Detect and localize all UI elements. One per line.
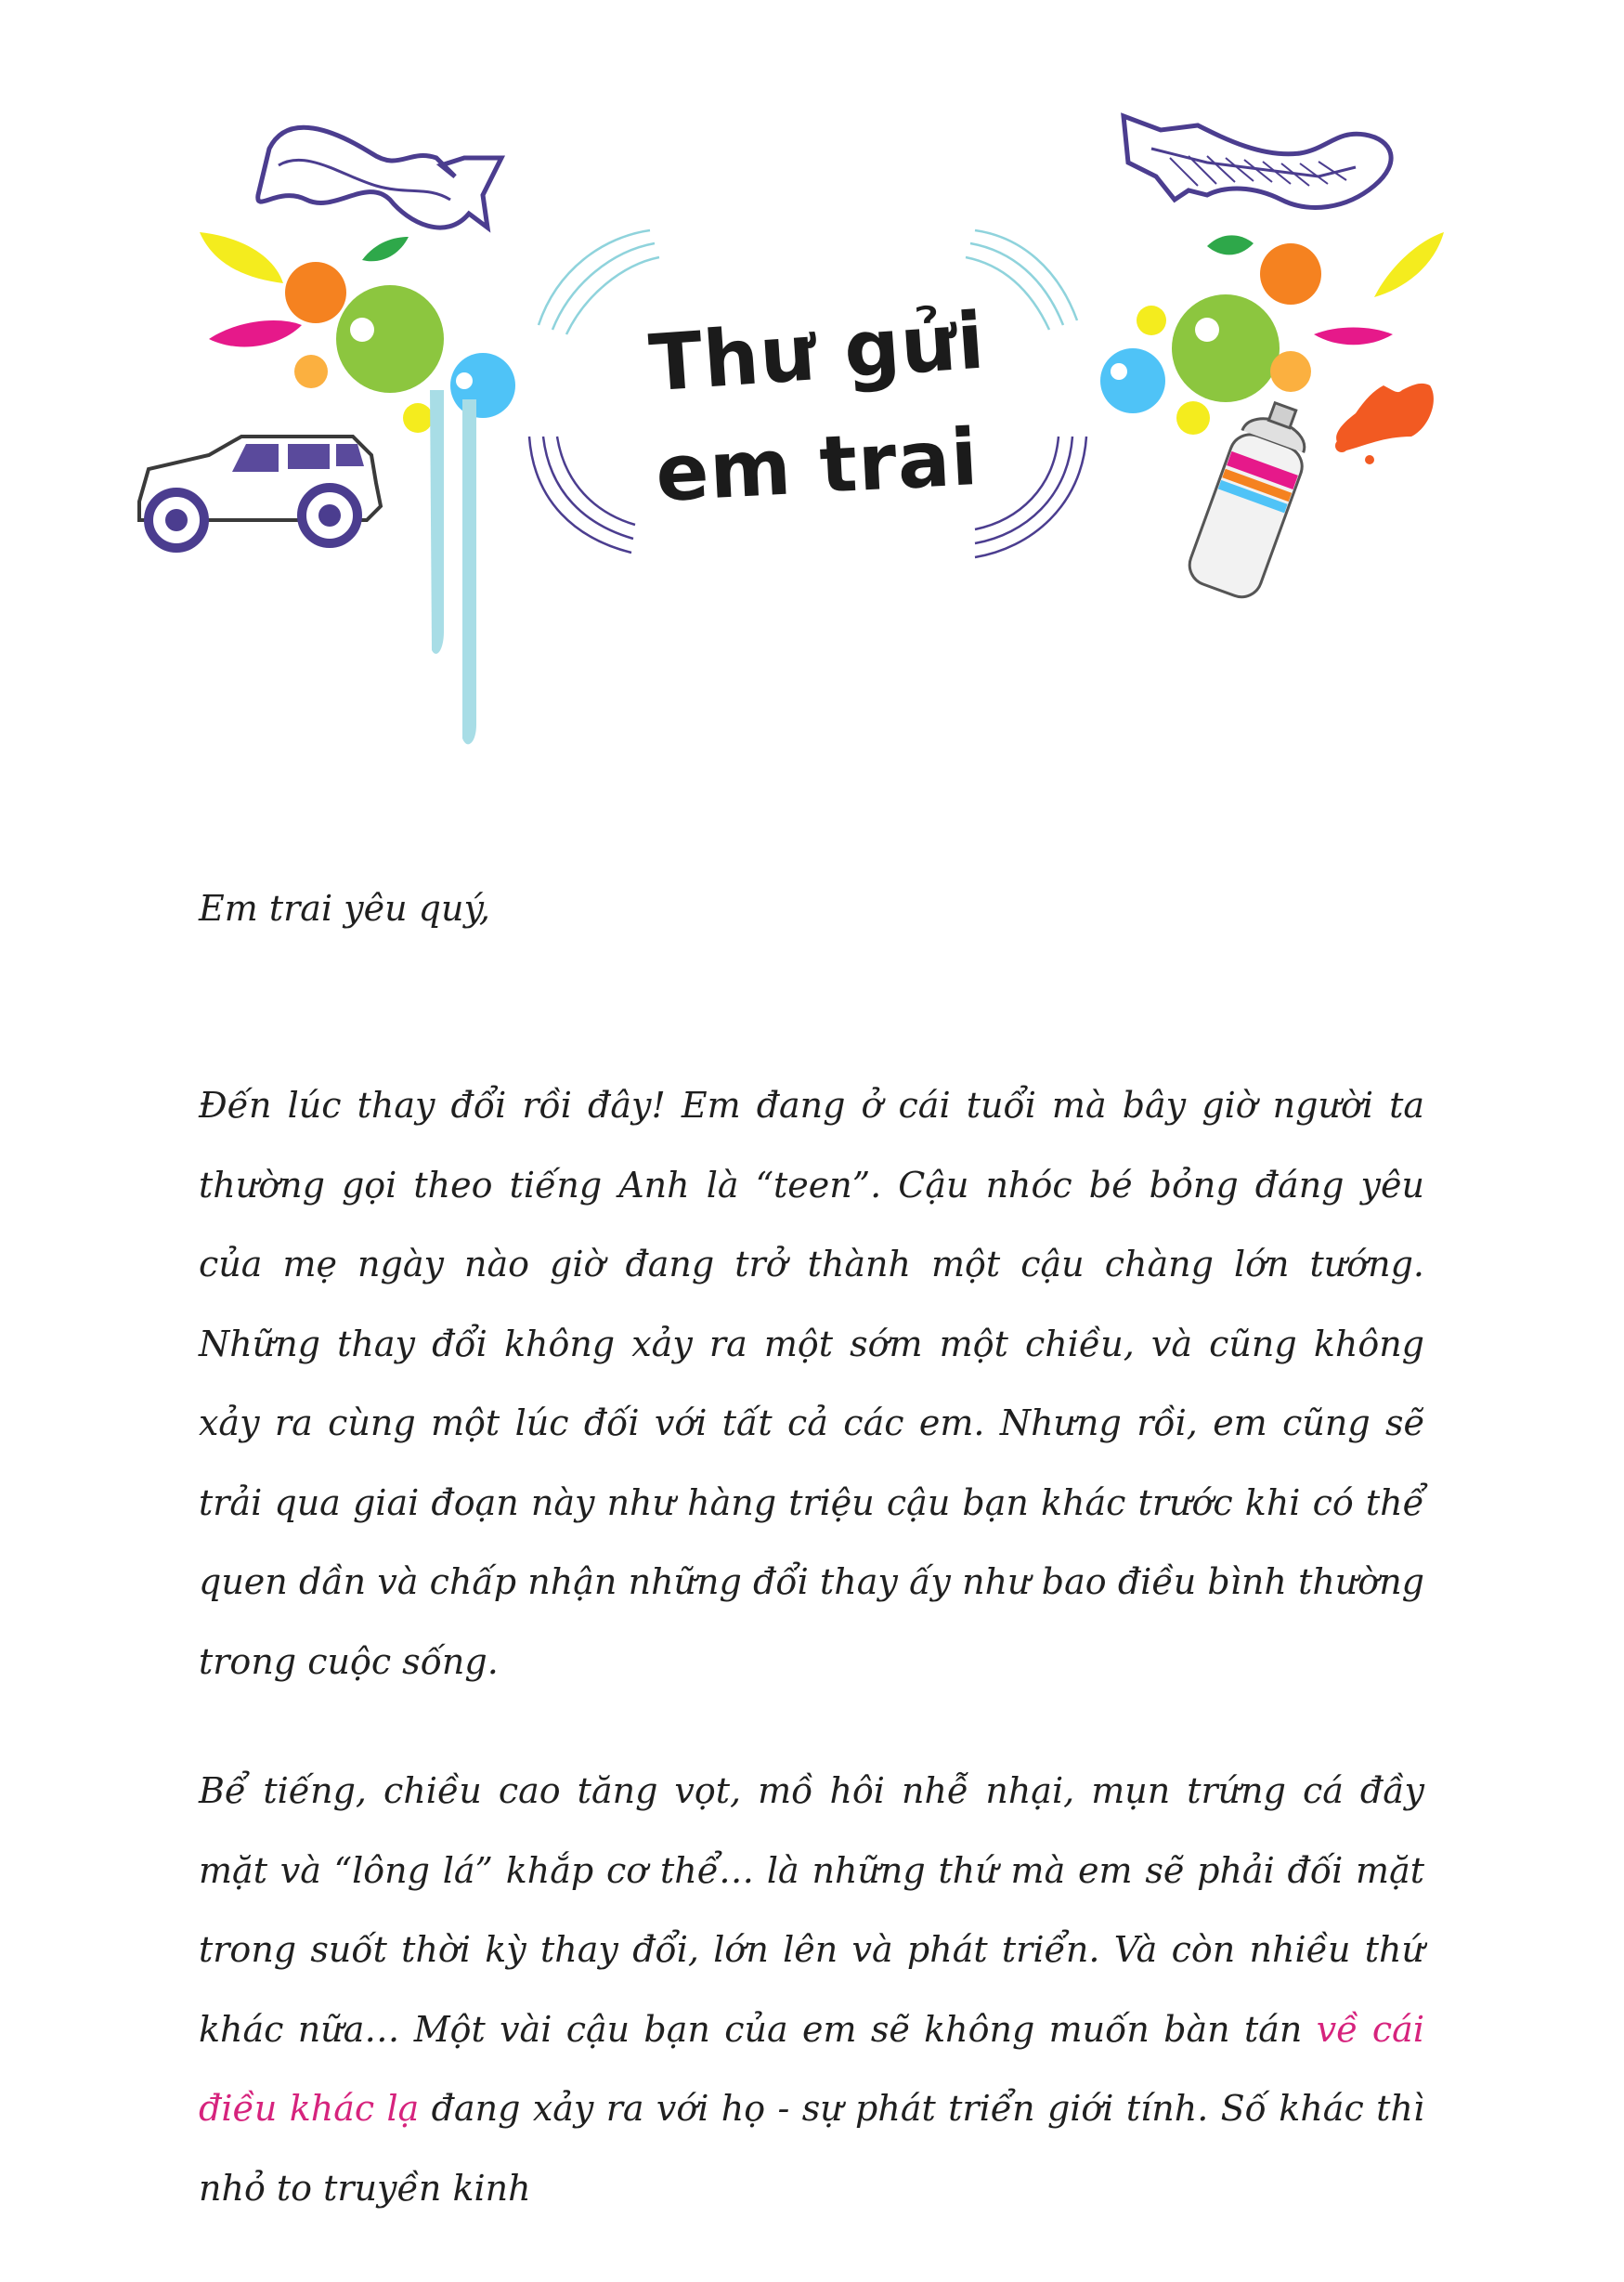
left-scribble-arrow-icon <box>258 127 501 228</box>
salutation: Em trai yêu quý, <box>199 888 490 929</box>
paragraph-1: Đến lúc thay đổi rồi đây! Em đang ở cái tuổi mà bây giờ người ta thường gọi theo tiếng Anh là “teen”. Cậu nhóc bé bỏng đáng yêu của mẹ ngày nào giờ đang trở thành một cậu chàng lớn tướng. Những thay đổi không xảy ra một sớm một chiều, và cũng không xảy ra cùng một lúc đối với tất cả các em. Nhưng rồi, em cũng sẽ trải qua giai đoạn này như hàng triệu cậu bạn khác trước khi có thể quen dần và chấp nhận những đổi thay ấy như bao điều bình thường trong cuộc sống. <box>199 1085 1424 1682</box>
paragraph-2-start: Bể tiếng, chiều cao tăng vọt, mồ hôi nhễ nhại, mụn trứng cá đầy mặt và “lông lá” khắp cơ thể… là những thứ mà em sẽ phải đối mặt trong suốt thời kỳ thay đổi, lớn lên và phát triển. Và còn nhiều thứ khác nữa… Một vài cậu bạn của em sẽ không muốn bàn tán <box>199 1770 1424 2050</box>
title-line-1: Thư gửi <box>646 294 988 410</box>
title-line-2: em trai <box>653 411 981 520</box>
car-icon <box>139 437 381 548</box>
paragraph-2 <box>199 1752 1424 2228</box>
right-scribble-arrow-icon <box>1124 116 1391 207</box>
paragraph-2-end: đang xảy ra với họ - sự phát triển giới tính. Số khác thì nhỏ to truyền kinh <box>199 2088 1424 2209</box>
letter-body <box>199 880 1424 2278</box>
spray-can-icon <box>1184 384 1434 603</box>
highlighted-phrase: về cái điều khác lạ <box>199 2008 1424 2129</box>
page-title <box>557 295 1077 522</box>
paint-drips <box>430 390 476 744</box>
